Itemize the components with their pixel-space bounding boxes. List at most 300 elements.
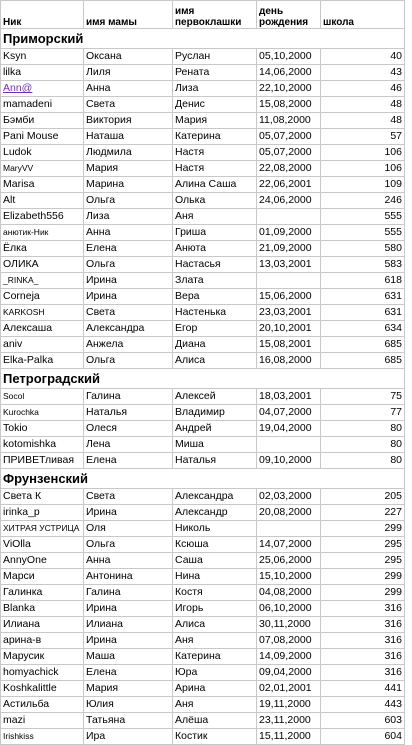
cell-birthday[interactable] xyxy=(257,193,321,209)
birthday-text: 22,08,2000 xyxy=(259,162,312,174)
empty-cell[interactable] xyxy=(173,369,257,389)
cell-birthday[interactable] xyxy=(257,257,321,273)
cell-mother[interactable] xyxy=(84,161,173,177)
empty-cell[interactable] xyxy=(84,469,173,489)
cell-mother[interactable] xyxy=(84,553,173,569)
cell-school[interactable] xyxy=(321,113,405,129)
cell-child[interactable] xyxy=(173,729,257,745)
cell-child[interactable] xyxy=(173,405,257,421)
cell-mother[interactable] xyxy=(84,729,173,745)
birthday-text: 30,11,2000 xyxy=(259,618,311,630)
cell-mother[interactable] xyxy=(84,225,173,241)
cell-birthday[interactable] xyxy=(257,65,321,81)
nick-text: Бэмби xyxy=(3,114,35,126)
nick-text: mazi xyxy=(3,714,26,726)
cell-child[interactable] xyxy=(173,713,257,729)
cell-mother[interactable] xyxy=(84,649,173,665)
cell-nick[interactable] xyxy=(1,257,84,273)
cell-nick[interactable] xyxy=(1,305,84,321)
cell-mother[interactable] xyxy=(84,389,173,405)
birthday-text: 21,09,2000 xyxy=(259,242,312,254)
cell-nick[interactable] xyxy=(1,585,84,601)
cell-nick[interactable] xyxy=(1,633,84,649)
cell-birthday[interactable] xyxy=(257,405,321,421)
cell-school[interactable] xyxy=(321,421,405,437)
cell-child[interactable] xyxy=(173,617,257,633)
cell-school[interactable] xyxy=(321,437,405,453)
cell-birthday[interactable] xyxy=(257,353,321,369)
cell-birthday[interactable] xyxy=(257,129,321,145)
cell-school[interactable] xyxy=(321,553,405,569)
nick-text: ПРИВЕТливая xyxy=(3,454,75,466)
cell-child[interactable] xyxy=(173,161,257,177)
cell-school[interactable] xyxy=(321,713,405,729)
table-row xyxy=(1,437,405,453)
cell-school[interactable] xyxy=(321,665,405,681)
cell-mother[interactable] xyxy=(84,405,173,421)
cell-child[interactable] xyxy=(173,521,257,537)
cell-nick[interactable] xyxy=(1,437,84,453)
table-row xyxy=(1,553,405,569)
cell-birthday[interactable] xyxy=(257,569,321,585)
cell-school[interactable] xyxy=(321,97,405,113)
birthday-text: 14,07,2000 xyxy=(259,538,312,550)
cell-child[interactable] xyxy=(173,353,257,369)
mother-text: Галина xyxy=(86,586,121,598)
birthday-text: 15,11,2000 xyxy=(259,730,311,742)
cell-birthday[interactable] xyxy=(257,321,321,337)
cell-mother[interactable] xyxy=(84,437,173,453)
cell-mother[interactable] xyxy=(84,681,173,697)
cell-mother[interactable] xyxy=(84,209,173,225)
school-text: 555 xyxy=(384,226,402,238)
cell-birthday[interactable] xyxy=(257,241,321,257)
cell-nick[interactable] xyxy=(1,649,84,665)
cell-birthday[interactable] xyxy=(257,289,321,305)
table-row xyxy=(1,225,405,241)
nick-text: Marisa xyxy=(3,178,35,190)
cell-child[interactable] xyxy=(173,209,257,225)
cell-child[interactable] xyxy=(173,633,257,649)
cell-school[interactable] xyxy=(321,257,405,273)
cell-mother[interactable] xyxy=(84,289,173,305)
table-row xyxy=(1,257,405,273)
cell-child[interactable] xyxy=(173,241,257,257)
nick-text: Марусик xyxy=(3,650,45,662)
cell-school[interactable] xyxy=(321,353,405,369)
child-text: Саша xyxy=(175,554,203,566)
cell-school[interactable] xyxy=(321,489,405,505)
cell-birthday[interactable] xyxy=(257,505,321,521)
cell-child[interactable] xyxy=(173,505,257,521)
cell-child[interactable] xyxy=(173,389,257,405)
cell-school[interactable] xyxy=(321,241,405,257)
cell-mother[interactable] xyxy=(84,113,173,129)
mother-text: Света xyxy=(86,490,116,502)
cell-school[interactable] xyxy=(321,321,405,337)
cell-school[interactable] xyxy=(321,193,405,209)
cell-school[interactable] xyxy=(321,633,405,649)
cell-nick[interactable] xyxy=(1,569,84,585)
cell-child[interactable] xyxy=(173,113,257,129)
cell-child[interactable] xyxy=(173,145,257,161)
cell-birthday[interactable] xyxy=(257,81,321,97)
cell-child[interactable] xyxy=(173,553,257,569)
cell-birthday[interactable] xyxy=(257,389,321,405)
cell-school[interactable] xyxy=(321,601,405,617)
nick-text[interactable]: Ann@ xyxy=(3,82,33,94)
school-text: 80 xyxy=(390,454,402,466)
cell-mother[interactable] xyxy=(84,65,173,81)
cell-child[interactable] xyxy=(173,437,257,453)
cell-child[interactable] xyxy=(173,665,257,681)
cell-school[interactable] xyxy=(321,161,405,177)
empty-cell[interactable] xyxy=(257,29,321,49)
child-text: Алексей xyxy=(175,390,216,402)
mother-text: Антонина xyxy=(86,570,133,582)
cell-child[interactable] xyxy=(173,321,257,337)
cell-birthday[interactable] xyxy=(257,421,321,437)
cell-mother[interactable] xyxy=(84,321,173,337)
cell-nick[interactable] xyxy=(1,389,84,405)
birthday-text: 15,10,2000 xyxy=(259,570,312,582)
cell-mother[interactable] xyxy=(84,241,173,257)
cell-birthday[interactable] xyxy=(257,177,321,193)
empty-cell[interactable] xyxy=(321,369,405,389)
birthday-text: 15,08,2001 xyxy=(259,338,312,350)
cell-nick[interactable] xyxy=(1,129,84,145)
school-text: 316 xyxy=(384,618,402,630)
cell-school[interactable] xyxy=(321,569,405,585)
cell-child[interactable] xyxy=(173,601,257,617)
cell-child[interactable] xyxy=(173,289,257,305)
cell-nick[interactable] xyxy=(1,681,84,697)
cell-child[interactable] xyxy=(173,305,257,321)
cell-school[interactable] xyxy=(321,453,405,469)
cell-mother[interactable] xyxy=(84,453,173,469)
child-text: Александр xyxy=(175,506,228,518)
table-row xyxy=(1,113,405,129)
cell-mother[interactable] xyxy=(84,697,173,713)
cell-mother[interactable] xyxy=(84,273,173,289)
cell-child[interactable] xyxy=(173,193,257,209)
cell-school[interactable] xyxy=(321,697,405,713)
cell-school[interactable] xyxy=(321,585,405,601)
cell-mother[interactable] xyxy=(84,49,173,65)
cell-birthday[interactable] xyxy=(257,553,321,569)
mother-text: Ирина xyxy=(86,602,117,614)
cell-mother[interactable] xyxy=(84,81,173,97)
cell-birthday[interactable] xyxy=(257,97,321,113)
cell-nick[interactable] xyxy=(1,729,84,745)
cell-birthday[interactable] xyxy=(257,665,321,681)
table-row xyxy=(1,585,405,601)
empty-cell[interactable] xyxy=(173,469,257,489)
cell-mother[interactable] xyxy=(84,353,173,369)
cell-nick[interactable] xyxy=(1,49,84,65)
child-text: Алиса xyxy=(175,618,206,630)
cell-birthday[interactable] xyxy=(257,49,321,65)
cell-child[interactable] xyxy=(173,421,257,437)
district-name[interactable]: Фрунзенский xyxy=(1,469,84,489)
cell-birthday[interactable] xyxy=(257,337,321,353)
cell-child[interactable] xyxy=(173,569,257,585)
cell-school[interactable] xyxy=(321,129,405,145)
child-text: Настасья xyxy=(175,258,221,270)
table-row xyxy=(1,241,405,257)
cell-nick[interactable] xyxy=(1,161,84,177)
empty-cell[interactable] xyxy=(257,469,321,489)
header-mother[interactable]: имя мамы xyxy=(84,1,173,29)
cell-child[interactable] xyxy=(173,49,257,65)
cell-child[interactable] xyxy=(173,81,257,97)
birthday-text: 09,04,2000 xyxy=(259,666,312,678)
cell-nick[interactable] xyxy=(1,113,84,129)
mother-text: Ирина xyxy=(86,506,117,518)
cell-child[interactable] xyxy=(173,337,257,353)
birthday-text: 05,07,2000 xyxy=(259,146,312,158)
cell-school[interactable] xyxy=(321,209,405,225)
cell-nick[interactable] xyxy=(1,537,84,553)
child-text: Нина xyxy=(175,570,201,582)
cell-mother[interactable] xyxy=(84,601,173,617)
district-header-row xyxy=(1,29,405,49)
cell-birthday[interactable] xyxy=(257,713,321,729)
mother-text: Олеся xyxy=(86,422,117,434)
cell-nick[interactable] xyxy=(1,489,84,505)
header-nick[interactable]: Ник xyxy=(1,1,84,29)
cell-nick[interactable] xyxy=(1,81,84,97)
cell-school[interactable] xyxy=(321,537,405,553)
cell-mother[interactable] xyxy=(84,305,173,321)
cell-nick[interactable] xyxy=(1,337,84,353)
table-row xyxy=(1,161,405,177)
empty-cell[interactable] xyxy=(257,369,321,389)
birthday-text: 05,07,2000 xyxy=(259,130,312,142)
cell-child[interactable] xyxy=(173,97,257,113)
cell-school[interactable] xyxy=(321,305,405,321)
cell-mother[interactable] xyxy=(84,537,173,553)
cell-mother[interactable] xyxy=(84,129,173,145)
cell-school[interactable] xyxy=(321,289,405,305)
cell-birthday[interactable] xyxy=(257,617,321,633)
empty-cell[interactable] xyxy=(173,29,257,49)
cell-mother[interactable] xyxy=(84,337,173,353)
cell-nick[interactable] xyxy=(1,177,84,193)
cell-mother[interactable] xyxy=(84,193,173,209)
cell-mother[interactable] xyxy=(84,569,173,585)
cell-child[interactable] xyxy=(173,489,257,505)
school-text: 80 xyxy=(390,422,402,434)
cell-birthday[interactable] xyxy=(257,209,321,225)
cell-nick[interactable] xyxy=(1,521,84,537)
cell-nick[interactable] xyxy=(1,225,84,241)
cell-child[interactable] xyxy=(173,225,257,241)
table-row xyxy=(1,289,405,305)
cell-nick[interactable] xyxy=(1,713,84,729)
cell-mother[interactable] xyxy=(84,489,173,505)
cell-birthday[interactable] xyxy=(257,537,321,553)
cell-child[interactable] xyxy=(173,273,257,289)
cell-nick[interactable] xyxy=(1,209,84,225)
birthday-text: 25,06,2000 xyxy=(259,554,312,566)
cell-nick[interactable] xyxy=(1,617,84,633)
birthday-text: 02,03,2000 xyxy=(259,490,312,502)
cell-birthday[interactable] xyxy=(257,489,321,505)
cell-birthday[interactable] xyxy=(257,697,321,713)
cell-child[interactable] xyxy=(173,129,257,145)
cell-birthday[interactable] xyxy=(257,681,321,697)
cell-nick[interactable] xyxy=(1,97,84,113)
child-text: Олька xyxy=(175,194,206,206)
birthday-text: 24,06,2000 xyxy=(259,194,312,206)
cell-mother[interactable] xyxy=(84,97,173,113)
cell-school[interactable] xyxy=(321,617,405,633)
cell-mother[interactable] xyxy=(84,665,173,681)
cell-school[interactable] xyxy=(321,337,405,353)
cell-birthday[interactable] xyxy=(257,649,321,665)
school-text: 106 xyxy=(384,146,402,158)
child-text: Юра xyxy=(175,666,198,678)
cell-school[interactable] xyxy=(321,405,405,421)
cell-school[interactable] xyxy=(321,389,405,405)
cell-child[interactable] xyxy=(173,65,257,81)
cell-child[interactable] xyxy=(173,681,257,697)
cell-mother[interactable] xyxy=(84,617,173,633)
nick-text: Света К xyxy=(3,490,42,502)
nick-text: Алексаша xyxy=(3,322,53,334)
mother-text: Виктория xyxy=(86,114,132,126)
table-row xyxy=(1,305,405,321)
header-school[interactable]: школа xyxy=(321,1,405,29)
header-child[interactable]: имя первоклашки xyxy=(173,1,257,29)
cell-birthday[interactable] xyxy=(257,305,321,321)
cell-child[interactable] xyxy=(173,177,257,193)
cell-mother[interactable] xyxy=(84,585,173,601)
cell-mother[interactable] xyxy=(84,505,173,521)
district-header-row xyxy=(1,369,405,389)
cell-nick[interactable] xyxy=(1,665,84,681)
cell-nick[interactable] xyxy=(1,405,84,421)
cell-child[interactable] xyxy=(173,257,257,273)
cell-child[interactable] xyxy=(173,585,257,601)
cell-nick[interactable] xyxy=(1,353,84,369)
cell-nick[interactable] xyxy=(1,289,84,305)
school-text: 634 xyxy=(384,322,402,334)
cell-nick[interactable] xyxy=(1,273,84,289)
school-text: 299 xyxy=(384,570,402,582)
header-birthday[interactable]: день рождения xyxy=(257,1,321,29)
cell-birthday[interactable] xyxy=(257,633,321,649)
cell-nick[interactable] xyxy=(1,65,84,81)
cell-nick[interactable] xyxy=(1,193,84,209)
cell-birthday[interactable] xyxy=(257,453,321,469)
birthday-text: 11,08,2000 xyxy=(259,114,311,126)
birthday-text: 22,06,2001 xyxy=(259,178,312,190)
mother-text: Маша xyxy=(86,650,115,662)
cell-school[interactable] xyxy=(321,145,405,161)
cell-school[interactable] xyxy=(321,505,405,521)
cell-school[interactable] xyxy=(321,81,405,97)
cell-school[interactable] xyxy=(321,649,405,665)
table-row xyxy=(1,665,405,681)
cell-school[interactable] xyxy=(321,273,405,289)
table-row xyxy=(1,697,405,713)
cell-school[interactable] xyxy=(321,65,405,81)
empty-cell[interactable] xyxy=(321,29,405,49)
district-name[interactable]: Приморский xyxy=(1,29,84,49)
empty-cell[interactable] xyxy=(321,469,405,489)
birthday-text: 19,04,2000 xyxy=(259,422,312,434)
birthday-text: 15,06,2000 xyxy=(259,290,312,302)
cell-mother[interactable] xyxy=(84,257,173,273)
nick-text: ViOlla xyxy=(3,538,31,550)
cell-mother[interactable] xyxy=(84,713,173,729)
cell-nick[interactable] xyxy=(1,453,84,469)
cell-birthday[interactable] xyxy=(257,225,321,241)
cell-nick[interactable] xyxy=(1,421,84,437)
table-row xyxy=(1,81,405,97)
birthday-text: 04,08,2000 xyxy=(259,586,312,598)
cell-nick[interactable] xyxy=(1,145,84,161)
cell-mother[interactable] xyxy=(84,145,173,161)
cell-nick[interactable] xyxy=(1,505,84,521)
cell-school[interactable] xyxy=(321,225,405,241)
district-name[interactable]: Петроградский xyxy=(1,369,84,389)
table-row xyxy=(1,129,405,145)
cell-child[interactable] xyxy=(173,453,257,469)
cell-birthday[interactable] xyxy=(257,585,321,601)
cell-school[interactable] xyxy=(321,729,405,745)
cell-birthday[interactable] xyxy=(257,729,321,745)
mother-text: Наташа xyxy=(86,130,124,142)
child-text: Мария xyxy=(175,114,208,126)
cell-birthday[interactable] xyxy=(257,113,321,129)
cell-mother[interactable] xyxy=(84,633,173,649)
cell-birthday[interactable] xyxy=(257,145,321,161)
cell-birthday[interactable] xyxy=(257,273,321,289)
cell-child[interactable] xyxy=(173,697,257,713)
cell-school[interactable] xyxy=(321,521,405,537)
school-text: 48 xyxy=(390,98,402,110)
cell-mother[interactable] xyxy=(84,421,173,437)
school-text: 443 xyxy=(384,698,402,710)
cell-birthday[interactable] xyxy=(257,437,321,453)
cell-birthday[interactable] xyxy=(257,161,321,177)
cell-child[interactable] xyxy=(173,649,257,665)
table-row xyxy=(1,521,405,537)
cell-nick[interactable] xyxy=(1,553,84,569)
cell-school[interactable] xyxy=(321,681,405,697)
empty-cell[interactable] xyxy=(84,29,173,49)
cell-mother[interactable] xyxy=(84,521,173,537)
cell-school[interactable] xyxy=(321,177,405,193)
mother-text: Ира xyxy=(86,730,106,742)
table-row xyxy=(1,353,405,369)
cell-birthday[interactable] xyxy=(257,601,321,617)
cell-mother[interactable] xyxy=(84,177,173,193)
cell-nick[interactable] xyxy=(1,321,84,337)
mother-text: Юлия xyxy=(86,698,114,710)
cell-nick[interactable] xyxy=(1,241,84,257)
cell-child[interactable] xyxy=(173,537,257,553)
cell-nick[interactable] xyxy=(1,601,84,617)
mother-text: Татьяна xyxy=(86,714,126,726)
cell-school[interactable] xyxy=(321,49,405,65)
nick-text: MaryVV xyxy=(3,163,34,173)
cell-birthday[interactable] xyxy=(257,521,321,537)
cell-nick[interactable] xyxy=(1,697,84,713)
